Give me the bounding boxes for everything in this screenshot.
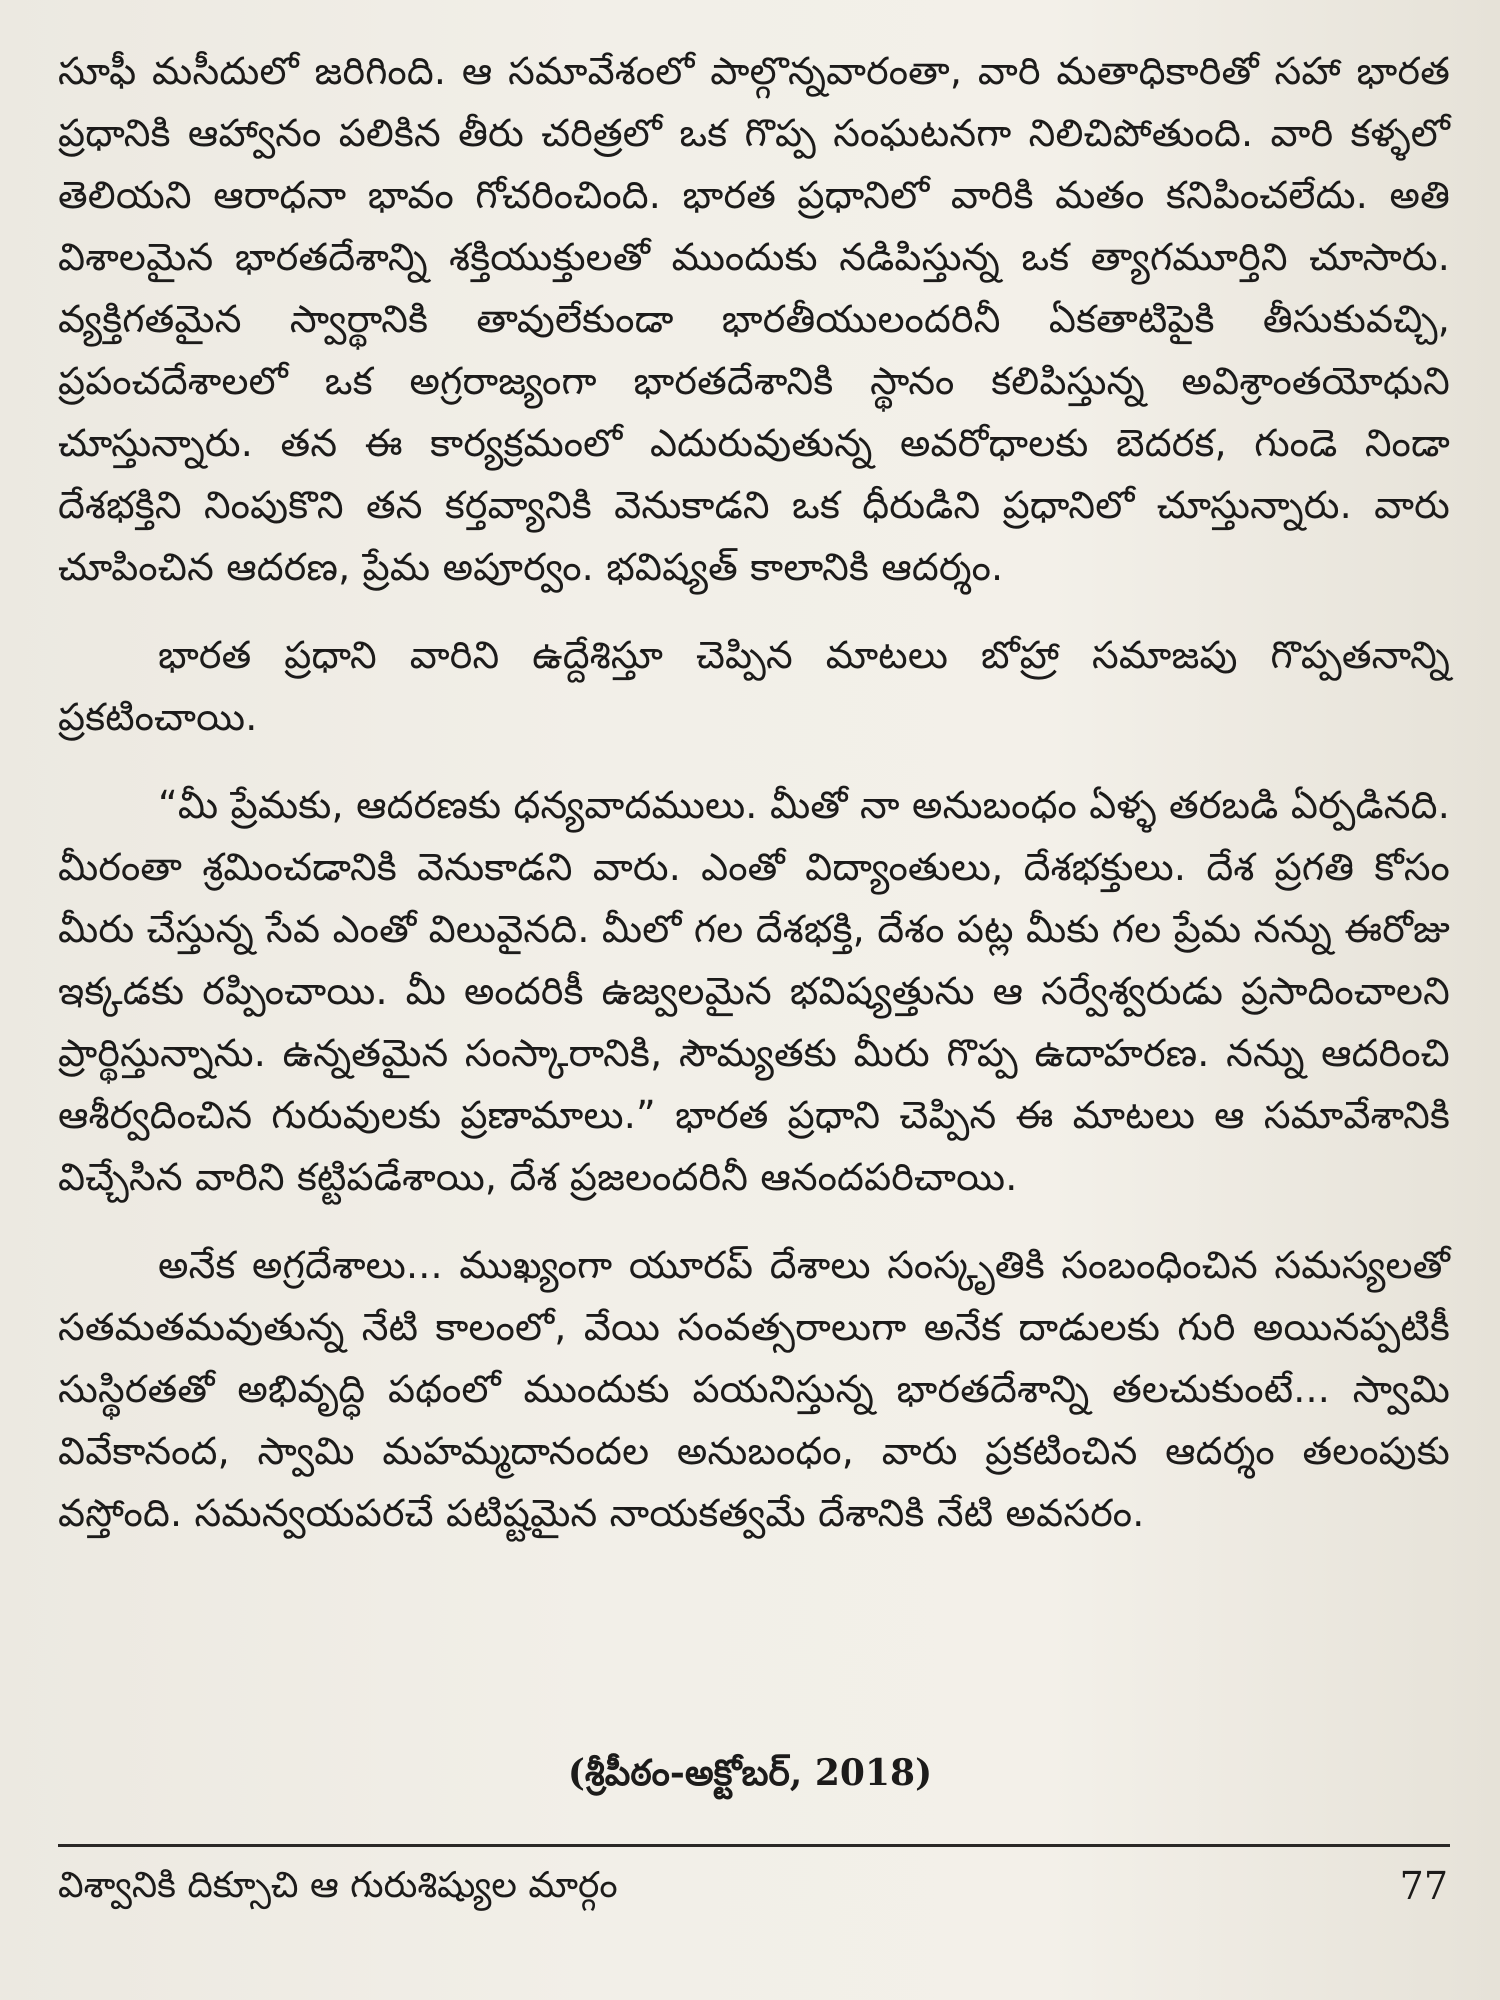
paragraph-2: భారత ప్రధాని వారిని ఉద్దేశిస్తూ చెప్పిన మాటలు బోహ్రా సమాజపు గొప్పతనాన్ని ప్రకటించాయి.: [58, 633, 1450, 739]
body-text: [58, 40, 1450, 1544]
running-footer-title: విశ్వానికి దిక్సూచి ఆ గురుశిష్యుల మార్గం: [58, 1865, 618, 1906]
page-number: 77: [1399, 1864, 1448, 1908]
footer-divider: [58, 1844, 1450, 1847]
source-citation: (శ్రీపీఠం-అక్టోబర్, 2018): [567, 1752, 933, 1794]
paragraph-4: అనేక అగ్రదేశాలు... ముఖ్యంగా యూరప్ దేశాలు సంస్కృతికి సంబంధించిన సమస్యలతో సతమతమవుతున్న నేటి కాలంలో, వేయి సంవత్సరాలుగా అనేక దాడులకు గురి అయినప్పటికీ సుస్థిరతతో అభివృద్ధి పథంలో ముందుకు పయనిస్తున్న భారతదేశాన్ని తలచుకుంటే... స్వామి వివేకానంద, స్వామి మహమ్మదానందల అనుబంధం, వారు ప్రకటించిన ఆదర్శం తలంపుకు వస్తోంది. సమన్వయపరచే పటిష్టమైన నాయకత్వమే దేశానికి నేటి అవసరం.: [58, 1243, 1450, 1535]
paragraph-1: సూఫీ మసీదులో జరిగింది. ఆ సమావేశంలో పాల్గొన్నవారంతా, వారి మతాధికారితో సహా భారత ప్రధానికి ఆహ్వానం పలికిన తీరు చరిత్రలో ఒక గొప్ప సంఘటనగా నిలిచిపోతుంది. వారి కళ్ళలో తెలియని ఆరాధనా భావం గోచరించింది. భారత ప్రధానిలో వారికి మతం కనిపించలేదు. అతి విశాలమైన భారతదేశాన్ని శక్తియుక్తులతో ముందుకు నడిపిస్తున్న ఒక త్యాగమూర్తిని చూసారు. వ్యక్తిగతమైన స్వార్థానికి తావులేకుండా భారతీయులందరినీ ఏకతాటిపైకి తీసుకువచ్చి, ప్రపంచదేశాలలో ఒక అగ్రరాజ్యంగా భారతదేశానికి స్థానం కలిపిస్తున్న అవిశ్రాంతయోధుని చూస్తున్నారు. తన ఈ కార్యక్రమంలో ఎదురువుతున్న అవరోధాలకు బెదరక, గుండె నిండా దేశభక్తిని నింపుకొని తన కర్తవ్యానికి వెనుకాడని ఒక ధీరుడిని ప్రధానిలో చూస్తున్నారు. వారు చూపించిన ఆదరణ, ప్రేమ అపూర్వం. భవిష్యత్ కాలానికి ఆదర్శం.: [58, 49, 1450, 589]
paragraph-3-quote: “మీ ప్రేమకు, ఆదరణకు ధన్యవాదములు. మీతో నా అనుబంధం ఏళ్ళ తరబడి ఏర్పడినది. మీరంతా శ్రమించడానికి వెనుకాడని వారు. ఎంతో విద్యాంతులు, దేశభక్తులు. దేశ ప్రగతి కోసం మీరు చేస్తున్న సేవ ఎంతో విలువైనది. మీలో గల దేశభక్తి, దేశం పట్ల మీకు గల ప్రేమ నన్ను ఈరోజు ఇక్కడకు రప్పించాయి. మీ అందరికీ ఉజ్వలమైన భవిష్యత్తును ఆ సర్వేశ్వరుడు ప్రసాదించాలని ప్రార్థిస్తున్నాను. ఉన్నతమైన సంస్కారానికి, సౌమ్యతకు మీరు గొప్ప ఉదాహరణ. నన్ను ఆదరించి ఆశీర్వదించిన గురువులకు ప్రణామాలు.” భారత ప్రధాని చెప్పిన ఈ మాటలు ఆ సమావేశానికి విచ్చేసిన వారిని కట్టిపడేశాయి, దేశ ప్రజలందరినీ ఆనందపరిచాయి.: [58, 783, 1450, 1199]
